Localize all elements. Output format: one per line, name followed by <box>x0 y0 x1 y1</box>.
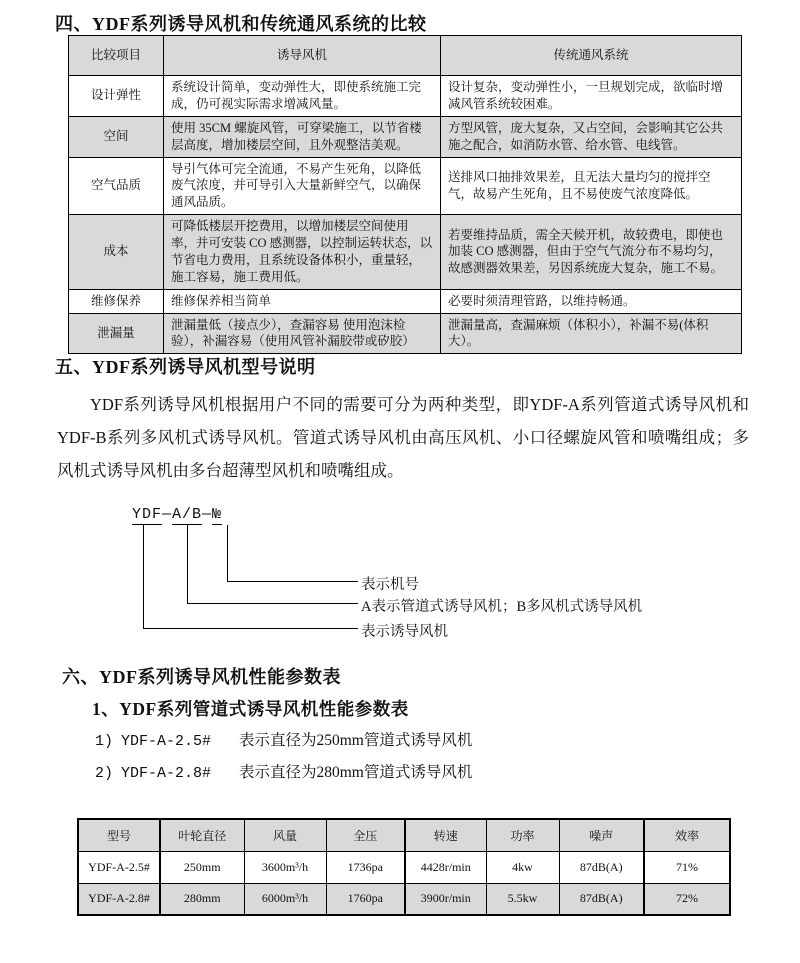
row-induced-text: 使用 35CM 螺旋风管，可穿梁施工，以节省楼层高度，增加楼层空间，且外观整洁美观。 <box>164 116 441 157</box>
diagram-label-type: A表示管道式诱导风机；B多风机式诱导风机 <box>361 599 643 615</box>
table-row <box>69 157 742 215</box>
cell-speed: 4428r/min <box>405 851 486 883</box>
cell-power: 5.5kw <box>486 883 559 915</box>
code-part-ab: A/B <box>172 506 203 523</box>
cell-impeller-diameter: 250mm <box>160 851 244 883</box>
table-row <box>69 76 742 117</box>
note-number: 1) <box>95 733 114 750</box>
section5-title: 五、YDF系列诱导风机型号说明 <box>55 357 316 377</box>
comparison-table-header-row <box>69 36 742 76</box>
row-traditional-text: 泄漏量高，查漏麻烦（体积小），补漏不易(体积大）。 <box>441 313 742 354</box>
model-note <box>95 728 472 750</box>
model-code-diagram <box>0 498 800 660</box>
row-item-label: 空气品质 <box>69 157 164 215</box>
cell-power: 4kw <box>486 851 559 883</box>
cell-impeller-diameter: 280mm <box>160 883 244 915</box>
model-code-text <box>132 506 222 523</box>
diagram-label-machine-no: 表示机号 <box>361 577 419 593</box>
row-induced-text: 维修保养相当简单 <box>164 289 441 313</box>
row-induced-text: 可降低楼层开挖费用，以增加楼层空间使用率，并可安装 CO 感测器，以控制运转状态，以节省电力费用，且系统设备体积小，重量轻，施工容易，施工费用低。 <box>164 215 441 290</box>
diagram-connector-series <box>143 525 358 629</box>
performance-table <box>77 818 731 916</box>
diagram-label-series: 表示诱导风机 <box>361 624 448 640</box>
table-row <box>69 215 742 290</box>
header-power: 功率 <box>486 819 559 851</box>
header-speed: 转速 <box>405 819 486 851</box>
header-air-volume: 风量 <box>244 819 326 851</box>
section6-subtitle: 1、YDF系列管道式诱导风机性能参数表 <box>92 699 409 719</box>
header-impeller-diameter: 叶轮直径 <box>160 819 244 851</box>
table-row <box>69 313 742 354</box>
cell-air-volume: 6000m³/h <box>244 883 326 915</box>
table-row <box>78 883 730 915</box>
cell-total-pressure: 1736pa <box>326 851 405 883</box>
row-item-label: 设计弹性 <box>69 76 164 117</box>
row-traditional-text: 设计复杂，变动弹性小，一旦规划完成，欲临时增减风管系统较困难。 <box>441 76 742 117</box>
code-part-ydf: YDF <box>132 506 163 523</box>
section4-title: 四、YDF系列诱导风机和传统通风系统的比较 <box>55 14 427 34</box>
row-item-label: 泄漏量 <box>69 313 164 354</box>
code-dash: — <box>202 506 213 523</box>
cell-model: YDF-A-2.8# <box>78 883 160 915</box>
row-traditional-text: 送排风口抽排效果差，且无法大量均匀的搅拌空气，故易产生死角，且不易使废气浓度降低。 <box>441 157 742 215</box>
header-noise: 噪声 <box>559 819 644 851</box>
cell-efficiency: 72% <box>644 883 730 915</box>
header-compare-item: 比较项目 <box>69 36 164 76</box>
row-item-label: 维修保养 <box>69 289 164 313</box>
header-induced-fan: 诱导风机 <box>164 36 441 76</box>
row-traditional-text: 若要维持品质，需全天候开机，故较费电，即使也加装 CO 感测器，但由于空气气流分布不易均匀，故感测器效果差，另因系统庞大复杂，施工不易。 <box>441 215 742 290</box>
comparison-table <box>68 35 742 354</box>
section5-paragraph: YDF系列诱导风机根据用户不同的需要可分为两种类型，即YDF-A系列管道式诱导风机和YDF-B系列多风机式诱导风机。管道式诱导风机由高压风机、小口径螺旋风管和喷嘴组成；多风机式诱导风机由多台超薄型风机和喷嘴组成。 <box>57 395 749 480</box>
note-description: 表示直径为250mm管道式诱导风机 <box>239 732 473 749</box>
model-note <box>95 760 472 782</box>
row-traditional-text: 必要时须清理管路，以维持畅通。 <box>441 289 742 313</box>
note-number: 2) <box>95 765 114 782</box>
code-dash: — <box>162 506 173 523</box>
cell-model: YDF-A-2.5# <box>78 851 160 883</box>
header-efficiency: 效率 <box>644 819 730 851</box>
table-row <box>69 116 742 157</box>
cell-air-volume: 3600m³/h <box>244 851 326 883</box>
performance-table-header-row <box>78 819 730 851</box>
header-model: 型号 <box>78 819 160 851</box>
row-induced-text: 导引气体可完全流通，不易产生死角，以降低废气浓度，并可导引入大量新鲜空气，以确保通风品质。 <box>164 157 441 215</box>
cell-noise: 87dB(A) <box>559 851 644 883</box>
cell-total-pressure: 1760pa <box>326 883 405 915</box>
note-model: YDF-A-2.8# <box>121 765 212 782</box>
header-total-pressure: 全压 <box>326 819 405 851</box>
row-item-label: 成本 <box>69 215 164 290</box>
row-item-label: 空间 <box>69 116 164 157</box>
cell-noise: 87dB(A) <box>559 883 644 915</box>
row-traditional-text: 方型风管，庞大复杂，又占空间，会影响其它公共施之配合，如消防水管、给水管、电线管。 <box>441 116 742 157</box>
cell-speed: 3900r/min <box>405 883 486 915</box>
section6-title: 六、YDF系列诱导风机性能参数表 <box>62 667 341 687</box>
cell-efficiency: 71% <box>644 851 730 883</box>
note-model: YDF-A-2.5# <box>121 733 212 750</box>
row-induced-text: 泄漏量低（接点少），查漏容易 使用泡沫检验），补漏容易（使用风管补漏胶带或矽胶） <box>164 313 441 354</box>
code-part-no: № <box>212 506 223 523</box>
table-row <box>69 289 742 313</box>
table-row <box>78 851 730 883</box>
header-traditional-system: 传统通风系统 <box>441 36 742 76</box>
note-description: 表示直径为280mm管道式诱导风机 <box>239 764 473 781</box>
row-induced-text: 系统设计简单，变动弹性大，即使系统施工完成，仍可视实际需求增减风量。 <box>164 76 441 117</box>
